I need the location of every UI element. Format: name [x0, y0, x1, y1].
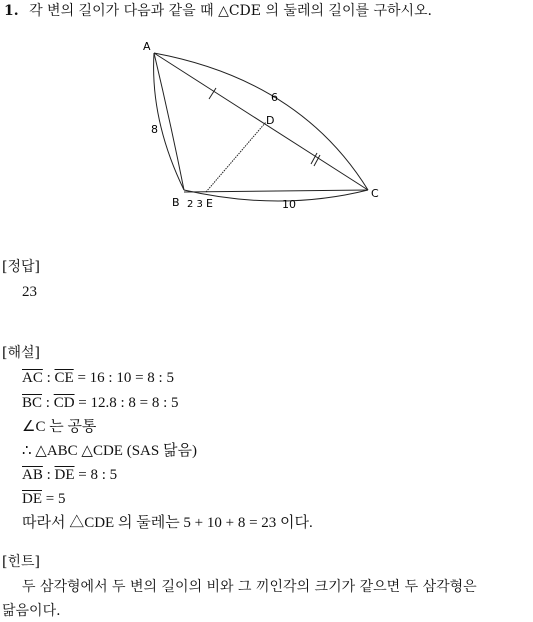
- ratio-text: = 16 : 10 = 8 : 5: [73, 370, 174, 386]
- length-be: 2 3: [187, 199, 203, 210]
- ratio-text: = 8 : 5: [74, 467, 118, 483]
- segment-de-label: $\overline{DE}$: [22, 491, 42, 507]
- triangle-figure: [0, 30, 533, 260]
- solution-line-2: $\overline{BC}$ : $\overline{CD} = 12.8$ : 8 = 8 : 5: [22, 395, 179, 411]
- vertex-c: C: [371, 187, 379, 200]
- problem-text: 각 변의 길이가 다음과 같을 때 △CDE 의 둘레의 길이를 구하시오.: [29, 3, 433, 19]
- solution-header: [해설]: [2, 345, 40, 361]
- segment-bc-base: [184, 190, 368, 192]
- similarity-line: ∴ △ABC △CDE (SAS 닮음): [22, 443, 197, 459]
- problem-statement: [4, 2, 432, 20]
- vertex-b: B: [172, 196, 180, 209]
- hint-header: [힌트]: [2, 554, 40, 570]
- de-value: = 5: [42, 491, 66, 507]
- segment-ab-label: $\overline{AB}$: [22, 467, 43, 483]
- hint-line-2: 닮음이다.: [2, 603, 61, 619]
- length-ab: 8: [151, 123, 158, 136]
- vertex-d: D: [266, 114, 275, 127]
- answer-header: [정답]: [2, 259, 40, 275]
- tick-mark-1: [209, 88, 216, 99]
- vertex-e: E: [206, 197, 213, 210]
- ratio-line: $\overline{AB}$ : $\overline{DE} = 8$ : 5: [22, 467, 118, 483]
- segment-cd-label: $\overline{CD}$: [53, 395, 75, 411]
- solution-line-1: $\overline{AC}$ : $\overline{CE} = 16$ : 10 = 8 : 5: [22, 370, 174, 386]
- ratio-text: = 12.8 : 8 = 8 : 5: [74, 395, 179, 411]
- segment-ce-label: $\overline{CE}$: [54, 370, 74, 386]
- vertex-a: A: [143, 40, 151, 53]
- length-ac: 6: [271, 91, 278, 104]
- side-ab-inner: [154, 53, 184, 190]
- segment-bc-label: $\overline{BC}$: [22, 395, 43, 411]
- angle-common-line: ∠C 는 공통: [22, 419, 97, 435]
- de-length-line: [22, 490, 65, 508]
- segment-de-label: $\overline{DE}$: [54, 467, 75, 483]
- hint-line-1: 두 삼각형에서 두 변의 길이의 비와 그 끼인각의 크기가 같으면 두 삼각형은: [22, 579, 477, 595]
- segment-ed: [206, 122, 266, 192]
- problem-number: 1.: [4, 3, 19, 19]
- conclusion-line: 따라서 △CDE 의 둘레는 5 + 10 + 8 = 23 이다.: [22, 515, 313, 531]
- answer-value: 23: [22, 284, 37, 300]
- length-ec: 10: [282, 198, 296, 211]
- segment-ac-label: $\overline{AC}$: [22, 370, 43, 386]
- segment-ac: [154, 53, 368, 190]
